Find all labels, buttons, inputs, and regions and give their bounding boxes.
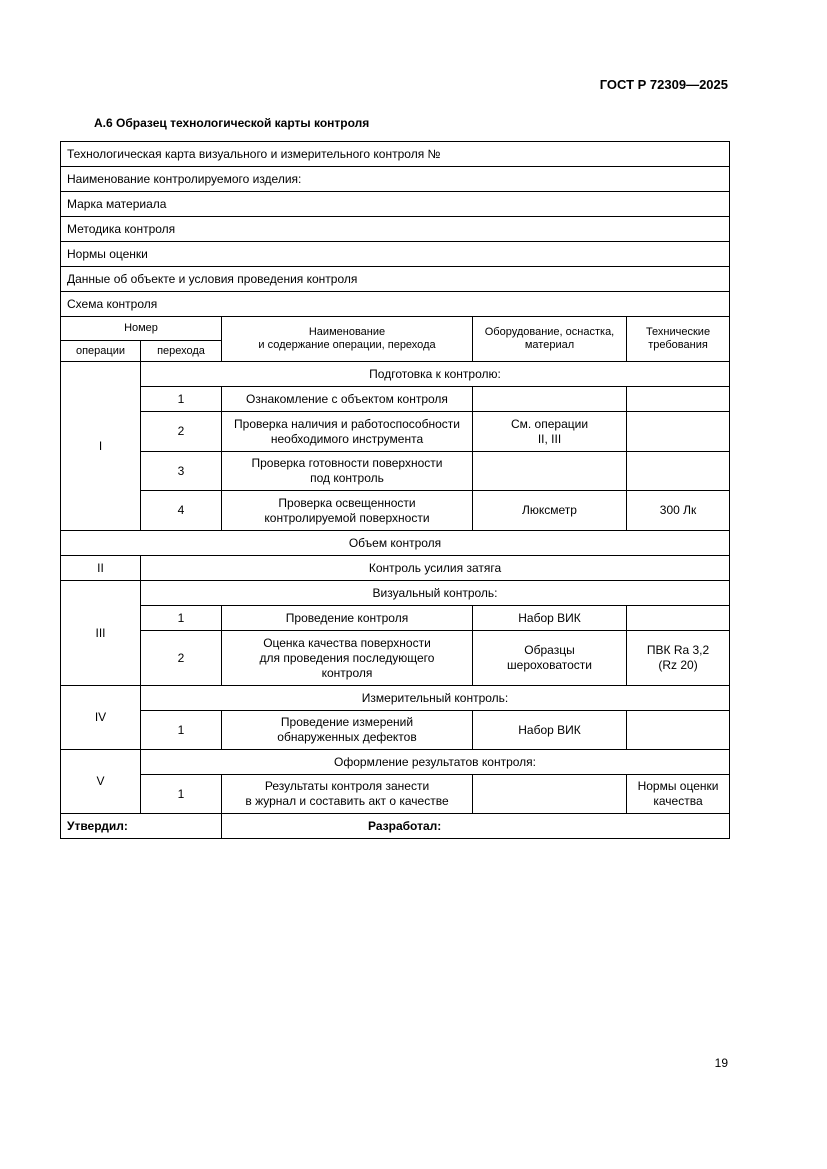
table-row: [61, 452, 730, 491]
page-number: 19: [714, 1056, 728, 1070]
step-number: 4: [141, 491, 222, 531]
step-number: 1: [141, 606, 222, 631]
table-row: [61, 631, 730, 686]
table-row: [61, 387, 730, 412]
step-name: Проверка наличия и работоспособности необходимого инструмента: [222, 412, 473, 452]
op1-number: I: [61, 362, 141, 531]
op1-title-row: [61, 362, 730, 387]
op2-number: II: [61, 556, 141, 581]
step-requirements: [627, 711, 730, 750]
op3-number: III: [61, 581, 141, 686]
table-row: [61, 412, 730, 452]
op4-title: Измерительный контроль:: [141, 686, 730, 711]
column-header-row: [61, 317, 730, 341]
op4-number: IV: [61, 686, 141, 750]
table-row: [61, 711, 730, 750]
step-name: Проведение контроля: [222, 606, 473, 631]
col-requirements-header: Технические требования: [627, 317, 730, 362]
step-number: 3: [141, 452, 222, 491]
op2-title: Контроль усилия затяга: [141, 556, 730, 581]
op5-title-row: [61, 750, 730, 775]
info-row: [61, 142, 730, 167]
step-requirements: ПВК Ra 3,2 (Rz 20): [627, 631, 730, 686]
info-row: [61, 217, 730, 242]
info-row: [61, 267, 730, 292]
table-row: [61, 606, 730, 631]
step-equipment: Набор ВИК: [473, 711, 627, 750]
signature-row: [61, 814, 730, 839]
step-requirements: 300 Лк: [627, 491, 730, 531]
developed-label: Разработал:: [222, 814, 730, 839]
info-method: Методика контроля: [61, 217, 730, 242]
op5-title: Оформление результатов контроля:: [141, 750, 730, 775]
step-equipment: См. операции II, III: [473, 412, 627, 452]
op3-title-row: [61, 581, 730, 606]
step-equipment: Образцы шероховатости: [473, 631, 627, 686]
col-number-header: Номер: [61, 317, 222, 341]
step-name: Проверка освещенности контролируемой поверхности: [222, 491, 473, 531]
step-equipment: [473, 775, 627, 814]
op5-number: V: [61, 750, 141, 814]
step-name: Проверка готовности поверхности под контроль: [222, 452, 473, 491]
step-requirements: [627, 452, 730, 491]
step-equipment: [473, 452, 627, 491]
step-requirements: Нормы оценки качества: [627, 775, 730, 814]
step-name: Ознакомление с объектом контроля: [222, 387, 473, 412]
step-equipment: Люксметр: [473, 491, 627, 531]
step-name: Результаты контроля занести в журнал и составить акт о качестве: [222, 775, 473, 814]
info-row: [61, 167, 730, 192]
col-equipment-header: Оборудование, оснастка, материал: [473, 317, 627, 362]
scope-title: Объем контроля: [61, 531, 730, 556]
step-number: 2: [141, 412, 222, 452]
step-requirements: [627, 606, 730, 631]
inspection-card-table: [60, 141, 730, 839]
step-equipment: [473, 387, 627, 412]
op4-title-row: [61, 686, 730, 711]
info-row: [61, 292, 730, 317]
info-product-name: Наименование контролируемого изделия:: [61, 167, 730, 192]
approved-label: Утвердил:: [61, 814, 222, 839]
info-norms: Нормы оценки: [61, 242, 730, 267]
document-id: ГОСТ Р 72309—2025: [599, 77, 728, 92]
col-transition-header: перехода: [141, 341, 222, 362]
info-row: [61, 242, 730, 267]
table-row: [61, 775, 730, 814]
op2-row: [61, 556, 730, 581]
scope-title-row: [61, 531, 730, 556]
info-row: [61, 192, 730, 217]
info-object-data: Данные об объекте и условия проведения контроля: [61, 267, 730, 292]
op1-title: Подготовка к контролю:: [141, 362, 730, 387]
step-name: Проведение измерений обнаруженных дефектов: [222, 711, 473, 750]
section-title: А.6 Образец технологической карты контроля: [94, 116, 370, 130]
table-row: [61, 491, 730, 531]
col-operation-header: операции: [61, 341, 141, 362]
col-name-header: Наименование и содержание операции, перехода: [222, 317, 473, 362]
step-requirements: [627, 387, 730, 412]
step-name: Оценка качества поверхности для проведения последующего контроля: [222, 631, 473, 686]
step-number: 1: [141, 711, 222, 750]
step-number: 1: [141, 775, 222, 814]
step-number: 1: [141, 387, 222, 412]
info-scheme: Схема контроля: [61, 292, 730, 317]
info-card-number: Технологическая карта визуального и измерительного контроля №: [61, 142, 730, 167]
step-requirements: [627, 412, 730, 452]
info-material-grade: Марка материала: [61, 192, 730, 217]
step-number: 2: [141, 631, 222, 686]
op3-title: Визуальный контроль:: [141, 581, 730, 606]
step-equipment: Набор ВИК: [473, 606, 627, 631]
